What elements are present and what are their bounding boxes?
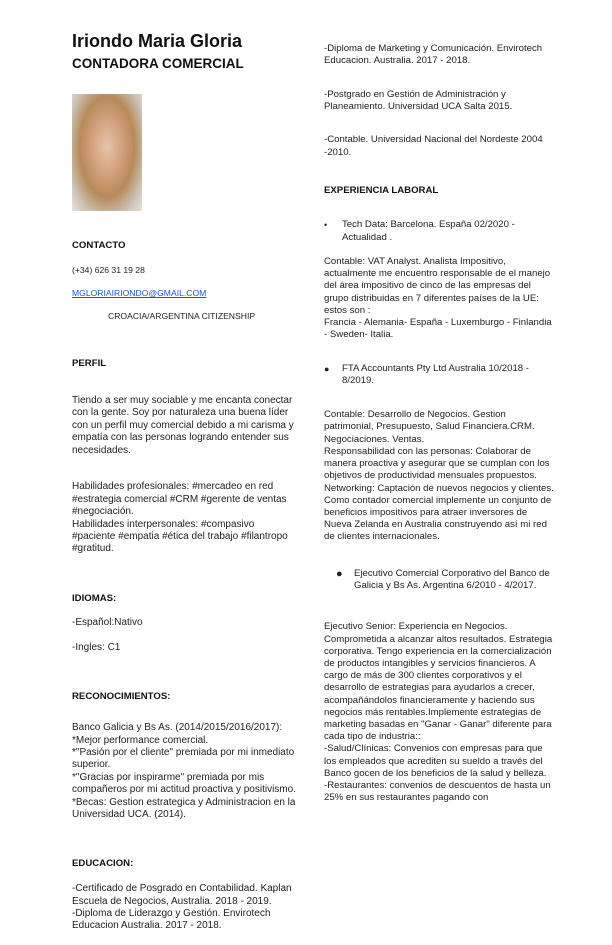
experiencia-heading: EXPERIENCIA LABORAL	[324, 185, 439, 197]
educacion-item: -Diploma de Marketing y Comunicación. Envirotech Educacion. Australia. 2017 - 2018.	[324, 43, 543, 67]
educacion-heading: EDUCACION:	[72, 858, 134, 870]
job-description: Contable: Desarrollo de Negocios. Gestion patrimonial, Presupuesto, Salud Financiera.CRM. Negociaciones. Ventas. Responsabilidad con las personas: Colaborar de manera proactiva y asegurar que se cumplan con los objetivos de productividad mensuales propuestos. Networking: Captación de nuevos negocios y clientes. Como contador comercial implemente un conjunto de beneficios impositivos para atraer inversores de Nueva Zelanda en Australia construyendo así mi red de clientes internacionales.	[324, 409, 554, 543]
perfil-text: Tiendo a ser muy sociable y me encanta conectar con la gente. Soy por naturaleza una buena líder con un perfil muy comercial debido a mi carisma y empatía con las personas logrando entender sus necesidades.	[72, 394, 294, 456]
educacion-item: -Postgrado en Gestión de Administración y Planeamiento. Universidad UCA Salta 2015.	[324, 88, 513, 113]
reconocimientos-text: Banco Galicia y Bs As. (2014/2015/2016/2017): *Mejor performance comercial. *"Pasión por el cliente" premiada por mi inmediato superior. *"Gracias por inspirarme" premiada por mis compañeros por mi actitud proactiva y positivismo. *Becas: Gestion estrategica y Administracion en la Universidad UCA. (2014).	[72, 722, 296, 821]
job-title: Tech Data: Barcelona. España 02/2020 - Actualidad .	[342, 219, 515, 243]
job-description: Contable: VAT Analyst. Analista Impositivo, actualmente me encuentro responsable de el manejo del área impositivo de cinco de las empresas del grupo distribuidas en 7 diferentes países de la UE: estos son : Francia - Alemania- España - Luxemburgo - Finlandia - Sweden- Italia.	[324, 256, 552, 341]
reconocimientos-heading: RECONOCIMIENTOS:	[72, 691, 171, 703]
job-title-item	[324, 568, 556, 592]
perfil-section	[72, 346, 300, 569]
job-title: Ejecutivo Comercial Corporativo del Banco de Galicia y Bs As. Argentina 6/2010 - 4/2017.	[354, 567, 550, 591]
perfil-skills: Habilidades profesionales: #mercadeo en red #estrategia comercial #CRM #gerente de ventas #negociación. Habilidades interpersonales: #compasivo #paciente #empatia #ética del trabajo #filantropo #gratitud.	[72, 481, 288, 555]
job-title-item	[324, 219, 556, 243]
contact-heading: CONTACTO	[72, 240, 126, 252]
educacion-item: -Certificado de Posgrado en Contabilidad. Kaplan Escuela de Negocios, Australia. 2018 - 2019. -Diploma de Liderazgo y Gestión. Envirotech Educacion Australia. 2017 - 2018.	[72, 883, 292, 932]
idiomas-section	[72, 580, 300, 667]
idioma-item: -Ingles: C1	[72, 642, 121, 654]
left-column	[72, 228, 300, 945]
bullet-icon: ●	[336, 567, 343, 580]
idioma-item: -Español:Nativo	[72, 617, 143, 629]
contact-email-link[interactable]: MGLORIAIRIONDO@GMAIL.COM	[72, 288, 207, 299]
job-title: FTA Accountants Pty Ltd Australia 10/2018 - 8/2019.	[342, 362, 530, 386]
contact-section	[72, 228, 300, 334]
bullet-icon: ●	[324, 363, 330, 374]
reconocimientos-section	[72, 679, 300, 834]
educacion-item: -Contable. Universidad Nacional del Nordeste 2004 -2010.	[324, 134, 543, 158]
candidate-role: CONTADORA COMERCIAL	[72, 56, 244, 71]
profile-photo	[72, 94, 142, 211]
candidate-name: Iriondo Maria Gloria	[72, 31, 243, 51]
contact-citizenship: CROACIA/ARGENTINA CITIZENSHIP	[108, 310, 256, 321]
idiomas-heading: IDIOMAS:	[72, 592, 117, 604]
educacion-section	[72, 846, 300, 945]
job-description: Ejecutivo Senior: Experiencia en Negocios. Comprometida a alcanzar altos resultados. Estrategia corporativa. Tengo experiencia en la comercialización de productos intangibles y servicios financieros. A cargo de más de 300 clientes corporativos y el desarrollo de estrategias para ayudarlos a crecer, acompañándolos financieramente y haciendo sus negocios más rentables.Implemente estrategias de marketing basadas en "Ganar - Ganar" diferente para cada tipo de industria:: -Salud/Clínicas: Convenios con empresas para que los empleados que acrediten su sueldo a través del Banco gocen de los beneficios de la salud y belleza. -Restaurantes: convenios de descuentos de hasta un 25% en sus restaurantes pagando con	[324, 621, 553, 804]
job-title-item	[324, 363, 556, 387]
bullet-icon: •	[324, 220, 328, 231]
right-column	[324, 31, 556, 817]
perfil-heading: PERFIL	[72, 358, 107, 370]
contact-phone: (+34) 626 31 19 28	[72, 265, 145, 276]
